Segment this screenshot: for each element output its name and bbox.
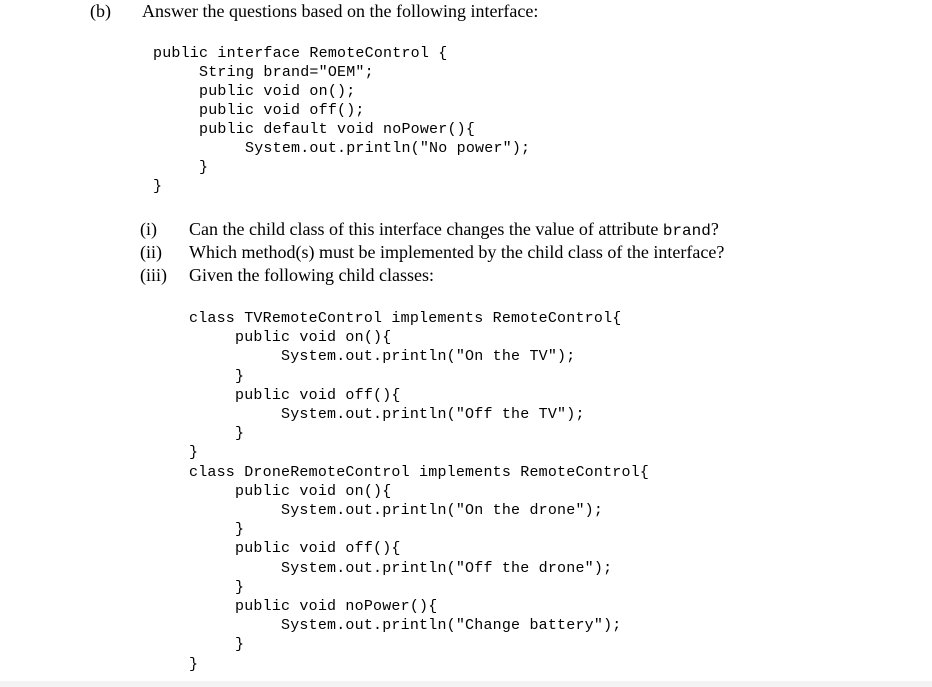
question-number: (i): [140, 219, 157, 239]
question-text: Given the following child classes:: [189, 265, 434, 285]
interface-code-block: public interface RemoteControl { String brand="OEM"; public void on(); public void off(); public default void noPower(){ System.out.println("No power"); } }: [153, 45, 531, 195]
question-text: [189, 218, 719, 242]
question-text-after: ?: [710, 219, 719, 239]
page-bottom-edge: [0, 681, 932, 687]
question-text: Which method(s) must be implemented by the child class of the interface?: [189, 242, 725, 262]
question-inline-code: brand: [662, 222, 711, 240]
part-label: (b): [90, 1, 111, 21]
question-text-before: Can the child class of this interface changes the value of attribute: [189, 219, 663, 239]
question-number: (ii): [140, 242, 162, 262]
question-number: (iii): [140, 265, 167, 285]
child-classes-code-block: class TVRemoteControl implements RemoteControl{ public void on(){ System.out.println("On the TV"); } public void off(){ System.out.println("Off the TV"); } } class DroneRemoteControl implements RemoteControl{ public void on(){ System.out.println("On the drone"); } public void off(){ System.out.println("Off the drone"); } public void noPower(){ System.out.println("Change battery"); } }: [189, 310, 650, 673]
part-heading: Answer the questions based on the following interface:: [142, 1, 539, 21]
